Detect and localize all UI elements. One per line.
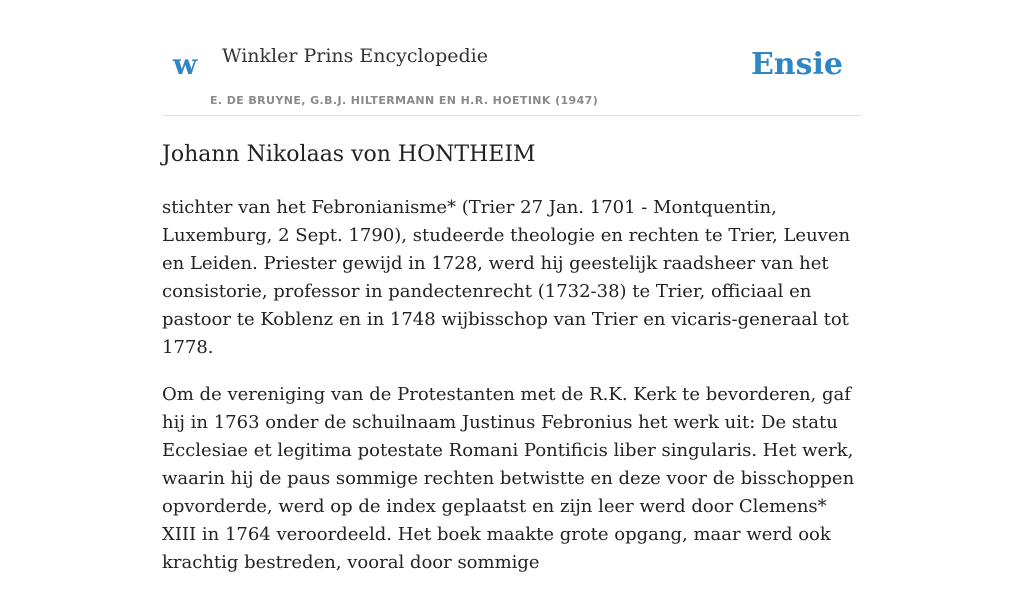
site-header <box>162 0 862 116</box>
encyclopedia-authors: E. DE BRUYNE, G.B.J. HILTERMANN EN H.R. HOETINK (1947) <box>210 94 599 107</box>
encyclopedia-logo[interactable]: w <box>173 48 198 81</box>
article-paragraph: stichter van het Febronianisme* (Trier 27 Jan. 1701 - Montquentin, Luxemburg, 2 Sept. 1790), studeerde theologie en rechten te Trier, Leuven en Leiden. Priester gewijd in 1728, werd hij geestelijk raadsheer van het consistorie, professor in pandectenrecht (1732-38) te Trier, officiaal en pastoor te Koblenz en in 1748 wijbisschop van Trier en vicaris-generaal tot 1778. <box>162 197 851 358</box>
encyclopedia-title[interactable]: Winkler Prins Encyclopedie <box>222 45 488 67</box>
article-title: Johann Nikolaas von HONTHEIM <box>162 142 536 167</box>
ensie-logo[interactable]: Ensie <box>750 47 843 82</box>
article-paragraph: Om de vereniging van de Protestanten met de R.K. Kerk te bevorderen, gaf hij in 1763 onder de schuilnaam Justinus Febronius het werk uit: De statu Ecclesiae et legitima potestate Romani Pontificis liber singularis. Het werk, waarin hij de paus sommige rechten betwistte en deze voor de bisschoppen opvorderde, werd op de index geplaatst en zijn leer werd door Clemens* XIII in 1764 veroordeeld. Het boek maakte grote opgang, maar werd ook krachtig bestreden, vooral door sommige <box>162 384 855 573</box>
article <box>162 138 862 596</box>
